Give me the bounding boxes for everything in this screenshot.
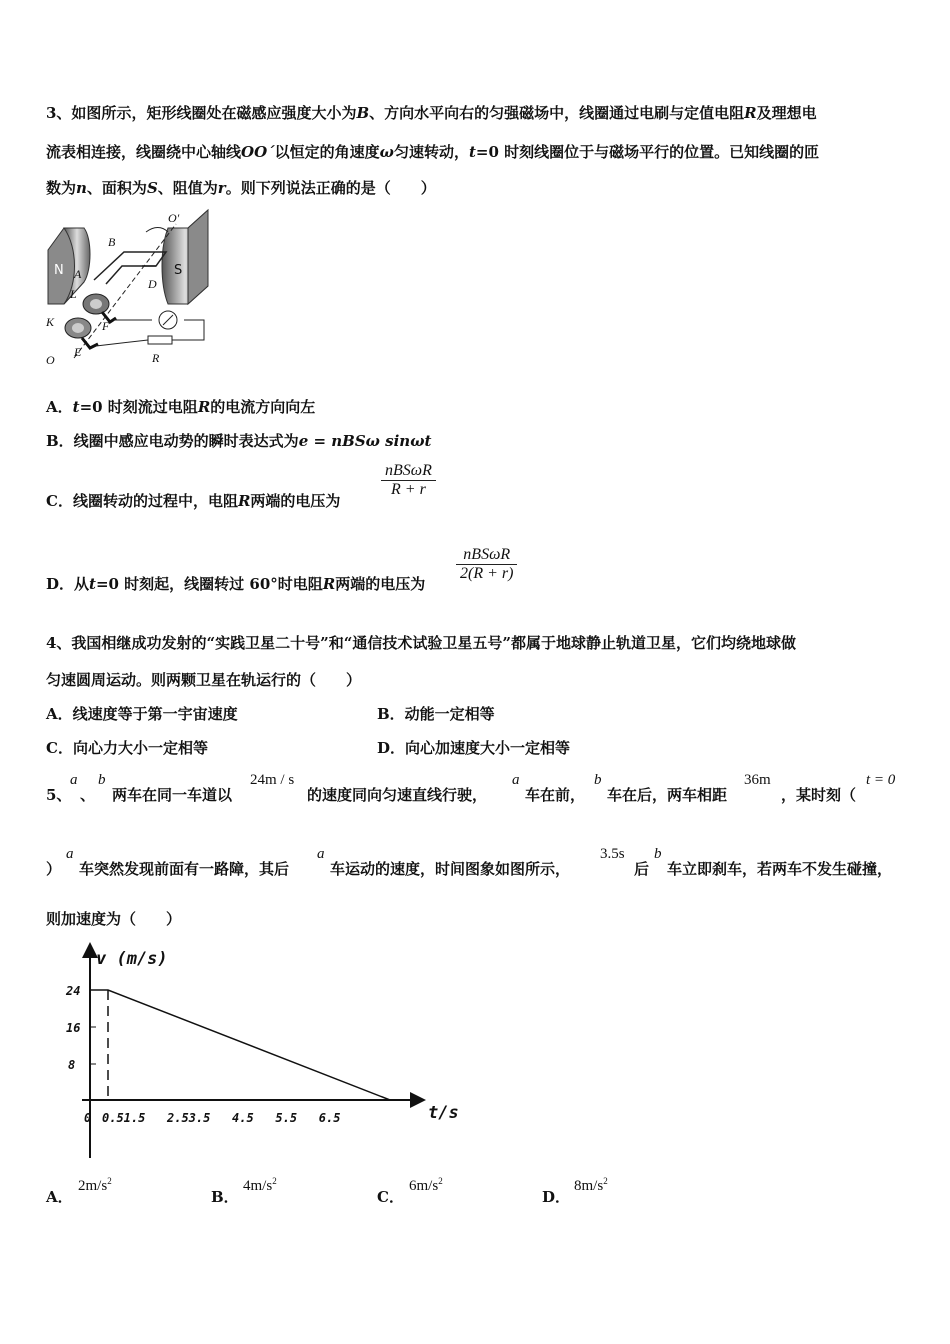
label-E: E <box>74 345 82 359</box>
x-axis-label: t/s <box>428 1103 459 1123</box>
q5-text: ，某时刻（ <box>781 786 857 804</box>
q3-text: 及理想电 <box>756 104 817 122</box>
fraction-denominator: 2(R + r) <box>460 565 514 582</box>
value: 8m/s <box>574 1178 604 1194</box>
q3-B: B <box>356 104 370 122</box>
label-K: K <box>46 315 55 329</box>
q5-text: 车在前， <box>525 786 586 804</box>
opt-t: t <box>72 398 80 416</box>
label-L: L <box>70 287 77 301</box>
label-D: D <box>148 277 157 291</box>
exponent: 2 <box>603 1176 608 1186</box>
q4-option-d[interactable]: D．向心加速度大小一定相等 <box>377 739 571 757</box>
q5-text: 车突然发现前面有一路障，其后 <box>79 860 290 878</box>
q3-line1 <box>46 102 817 123</box>
y-tick-16: 16 <box>66 1021 81 1035</box>
opt-text: =0 时刻流过电阻 <box>79 398 198 416</box>
q3-option-a[interactable] <box>46 396 315 417</box>
q3-text: 、阻值为 <box>157 179 218 197</box>
label-O: O <box>46 353 55 367</box>
opt-text: C．线圈转动的过程中，电阻 <box>46 492 238 510</box>
fraction-denominator: R + r <box>391 481 426 498</box>
q3-omega: ω <box>379 143 394 161</box>
opt-text: 两端的电压为 <box>335 575 426 593</box>
q5-distance: 36m <box>744 772 771 788</box>
q3-text: 数为 <box>46 179 77 197</box>
q3-text: 、面积为 <box>86 179 147 197</box>
opt-text: 两端的电压为 <box>250 492 341 510</box>
q5-text: 的速度同向匀速直线行驶， <box>307 786 488 804</box>
q3-t: t <box>468 143 476 161</box>
opt-text: =0 时刻起，线圈转过 60°时电阻 <box>95 575 323 593</box>
q3-line3 <box>46 177 436 198</box>
q5-text: 两车在同一车道以 <box>112 786 233 804</box>
q3-line2 <box>46 141 819 162</box>
exponent: 2 <box>438 1176 443 1186</box>
label-B: B <box>108 235 116 249</box>
q3-r: r <box>217 179 226 197</box>
q5-line1 <box>46 784 71 805</box>
exponent: 2 <box>272 1176 277 1186</box>
q3-text: 流表相连接，线圈绕中心轴线 <box>46 143 242 161</box>
q3-text: =0 时刻线圈位于与磁场平行的位置。已知线圈的匝 <box>475 143 820 161</box>
q5-text: 车在后，两车相距 <box>607 786 728 804</box>
opt-R: R <box>197 398 211 416</box>
option-d-fraction <box>456 546 517 583</box>
q3-text: 、方向水平向右的匀强磁场中，线圈通过电刷与定值电阻 <box>369 104 745 122</box>
q5-option-c-value[interactable] <box>409 1176 443 1195</box>
fraction-numerator: nBSωR <box>463 546 511 563</box>
q5-text: ） <box>46 860 62 878</box>
q5-option-d-label[interactable]: D． <box>542 1188 571 1206</box>
q3-option-c[interactable] <box>46 490 340 511</box>
q5-option-d-value[interactable] <box>574 1176 608 1195</box>
q5-b: b <box>594 772 602 788</box>
label-S: S <box>174 263 183 278</box>
q3-text: 匀速转动， <box>393 143 469 161</box>
label-F: F <box>102 319 110 333</box>
q3-text: 3、如图所示，矩形线圈处在磁感应强度大小为 <box>46 104 357 122</box>
opt-text: 的电流方向向左 <box>210 398 316 416</box>
label-N: N <box>54 263 64 278</box>
q4-option-a[interactable]: A．线速度等于第一宇宙速度 <box>46 705 238 723</box>
opt-text: D．从 <box>46 575 90 593</box>
q5-t0: t = 0 <box>866 772 896 788</box>
q5-a: a <box>512 772 520 788</box>
q5-option-a-label[interactable]: A． <box>46 1188 73 1206</box>
q4-option-b[interactable]: B．动能一定相等 <box>377 705 495 723</box>
q4-line1: 4、我国相继成功发射的“实践卫星二十号”和“通信技术试验卫星五号”都属于地球静止轨道卫星，它们均绕地球做 <box>46 634 796 652</box>
q5-sep: 、 <box>80 786 96 804</box>
opt-R: R <box>322 575 336 593</box>
q5-text: 车运动的速度，时间图象如图所示， <box>330 860 571 878</box>
q3-R: R <box>744 104 757 122</box>
label-O2: O′ <box>168 211 180 225</box>
y-tick-24: 24 <box>66 984 81 998</box>
q5-option-b-label[interactable]: B． <box>211 1188 239 1206</box>
q5-option-c-label[interactable]: C． <box>377 1188 404 1206</box>
q5-a: a <box>66 846 74 862</box>
y-axis-label: v (m/s) <box>96 949 168 969</box>
q5-number: 5、 <box>46 786 72 804</box>
option-label: A． <box>46 398 73 416</box>
y-tick-8: 8 <box>68 1058 76 1072</box>
origin-label: 0 <box>84 1111 92 1125</box>
q5-option-b-value[interactable] <box>243 1176 277 1195</box>
opt-t: t <box>89 575 96 593</box>
generator-figure <box>44 208 214 368</box>
label-R: R <box>152 351 160 365</box>
q5-text: 车立即刹车，若两车不发生碰撞， <box>667 860 893 878</box>
opt-R: R <box>237 492 251 510</box>
q5-b: b <box>654 846 662 862</box>
q5-time: 3.5s <box>600 846 625 862</box>
q5-line3: 则加速度为（ ） <box>46 910 182 928</box>
q5-b: b <box>98 772 106 788</box>
option-c-fraction <box>381 462 436 499</box>
value: 4m/s <box>243 1178 273 1194</box>
q5-a: a <box>317 846 325 862</box>
q4-line2: 匀速圆周运动。则两颗卫星在轨运行的（ ） <box>46 671 362 689</box>
q3-n: n <box>76 179 87 197</box>
opt-text: B．线圈中感应电动势的瞬时表达式为 <box>46 432 299 450</box>
label-A: A <box>74 267 82 281</box>
value: 6m/s <box>409 1178 439 1194</box>
emf-formula: e = nBSω sinωt <box>298 432 432 450</box>
q3-axis: OO´ <box>241 143 275 161</box>
q3-text: 。则下列说法正确的是（ ） <box>225 179 436 197</box>
q4-option-c[interactable]: C．向心力大小一定相等 <box>46 739 208 757</box>
vt-graph <box>60 938 480 1163</box>
value: 2m/s <box>78 1178 108 1194</box>
fraction-numerator: nBSωR <box>385 462 432 479</box>
q5-option-a-value[interactable] <box>78 1176 112 1195</box>
q3-S: S <box>146 179 158 197</box>
x-tick-labels: 0.51.5 2.53.5 4.5 5.5 6.5 <box>102 1111 341 1125</box>
q3-text: 以恒定的角速度 <box>274 143 380 161</box>
q5-text: 后 <box>634 860 650 878</box>
q3-option-d[interactable] <box>46 573 425 594</box>
q5-speed: 24m / s <box>250 772 295 788</box>
q5-a: a <box>70 772 78 788</box>
exponent: 2 <box>107 1176 112 1186</box>
q3-option-b[interactable] <box>46 430 431 451</box>
